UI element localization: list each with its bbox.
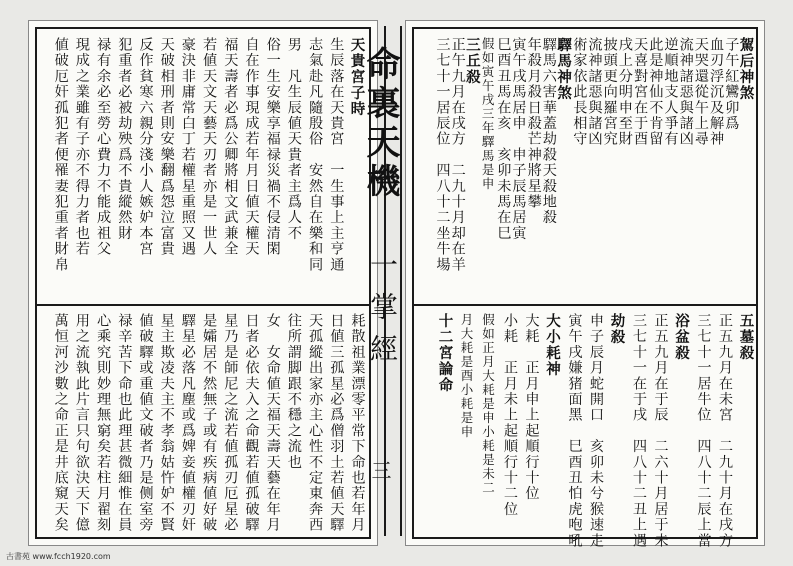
text-column: 天孤縱出家亦主心性不定東奔西 [307,313,324,533]
book-title: 命裏天機 [360,46,400,202]
text-column: 驛星必落凡塵或爲婢妾値權刃奸 [179,313,196,533]
text-column: 志氣赴凡隨殷俗 安然自在樂和同 [307,37,324,273]
text-column: 申子辰月蛇開口 亥卯未兮猴速走 [588,313,604,549]
text-column: 正午九月在戌方 二九十月却在羊 [449,37,466,273]
text-column: 萬恒河沙數之命正是井底窺天矣 [52,313,69,533]
text-column: 驛馬六害華蓋劫殺天殺地殺 [540,37,557,226]
text-column: 流神諸惡與諸凶 [677,37,694,147]
text-column: 心乘究則妙理無窮矣若柱月翟刻 [95,313,112,533]
text-column: 三七十一在于戌 四八十二丑上遇 [631,313,647,549]
text-column: 披頭更向羅宮究 [601,37,618,147]
text-column: 假如正月大耗是申小耗是未二 [480,313,496,495]
page-number: 三 [368,460,392,480]
text-column: 月大耗是酉小耗是申 [459,313,474,439]
text-column: 小耗 正月未上起順行十二位 [502,313,518,518]
text-column: 女 女命値天福天壽天藝在年月 [264,313,281,533]
section-heading: 天貴宮子時 [348,37,366,117]
right-page [405,20,765,549]
text-column: 正五九月在未宮 二九十月在戌方 [717,313,733,549]
left-page-divider [35,304,371,306]
text-column: 値破厄奸孤犯者便罹妻犯重者財帛 [52,37,69,273]
text-column: 往所謂脚跟不穩之流也 [285,313,302,470]
section-heading: 駕后神煞 [737,37,755,101]
text-column: 天破相刑者則安樂翻爲怨泣富貴 [158,37,175,257]
text-column: 三七十一居辰位 四八十二坐牛場 [434,37,451,273]
text-column: 血刃浮沉及解神 [708,37,725,147]
text-column: 日者必依夫入之命觀若値孤破驛 [243,313,260,533]
text-column: 逆順地支人爭有 [662,37,679,147]
section-heading: 驛馬神煞 [555,37,573,101]
text-column: 現成之業雖有子亦不得力者也若 [73,37,90,257]
text-column: 戌上分明申至財 [616,37,633,147]
text-column: 天喜對宮在于酉 [632,37,649,147]
section-heading: 劫殺 [608,313,626,345]
text-column: 生辰落在天貴宮 一生事上主亨通 [328,37,345,273]
section-heading: 十二宮論命 [436,313,454,393]
text-column: 正五九月在于辰 二六十月居于未 [652,313,669,549]
text-column: 豪決非庸常白丁若權星重照又遇 [179,37,196,257]
text-column: 値破驛或重値文破者乃是侧室旁 [137,313,154,533]
text-column: 三七十一居牛位 四八十二辰上當 [695,313,712,549]
text-column: 耗散祖業漂零平常下命也若年月 [349,313,366,533]
text-column: 若値天文天藝天刃者亦是一世人 [201,37,218,257]
section-heading: 五墓殺 [737,313,755,361]
text-column: 大耗 正月申上起順行十位 [523,313,540,502]
section-heading: 浴盆殺 [673,313,690,361]
text-column: 俗一生安樂享福禄災禍不侵清閑 [264,37,281,257]
text-column: 日値三孤星必爲僧羽土若値天驛 [328,313,345,533]
left-page [28,20,378,546]
text-column: 星乃是師尼之流若値孤刃厄星必 [222,313,239,533]
section-heading: 三丘殺 [463,37,481,85]
text-column: 巳酉丑馬在亥 亥卯未馬在巳 [495,37,512,242]
footer-watermark: 古書苑 www.fcch1920.com [6,552,111,561]
text-column: 術家依此長相守 [571,37,588,147]
text-column: 反作貧寒六親分淺小人嫉妒本宮 [137,37,154,257]
text-column: 星主欺凌夫主不孝翁姑忤妒不賢 [158,313,175,533]
text-column: 天哭還從午上尋 [692,37,709,147]
text-column: 犯重者必被劫殃爲不貴縱然財 [116,37,133,242]
text-column: 福天壽者必爲公卿將相文武兼全 [222,37,239,257]
section-heading: 大小耗神 [544,313,561,377]
text-column: 是孀居不然無子或有疾病値好破 [201,313,218,533]
text-column: 用之流執此片言只句欲決天下億 [73,313,90,533]
text-column: 寅午戌嫌猪面黑 巳酉丑怕虎咆吼 [566,313,583,549]
text-column: 寅午戌馬居申 申子辰馬居寅 [510,37,527,242]
text-column: 流神諸惡與諸凶 [586,37,603,147]
text-column: 假如寅午戌三年驛馬是申 [480,37,496,191]
text-column: 子午紅鸞卯爲 [723,37,740,132]
text-column: 男 凡生辰値天貴者主爲人不 [285,37,302,242]
text-column: 禄有余必至勞心費力不能成祖父 [95,37,112,257]
section-title: 一掌經 [366,250,399,376]
text-column: 禄辛苦下命也此理甚微細惟在員 [116,313,133,533]
right-page-divider [412,304,758,306]
text-column: 此是神仙不肯留 [647,37,664,147]
text-column: 年殺月殺日殺芒神將星攀 [525,37,542,210]
text-column: 自在作事現成若年月日値天權天 [243,37,260,257]
